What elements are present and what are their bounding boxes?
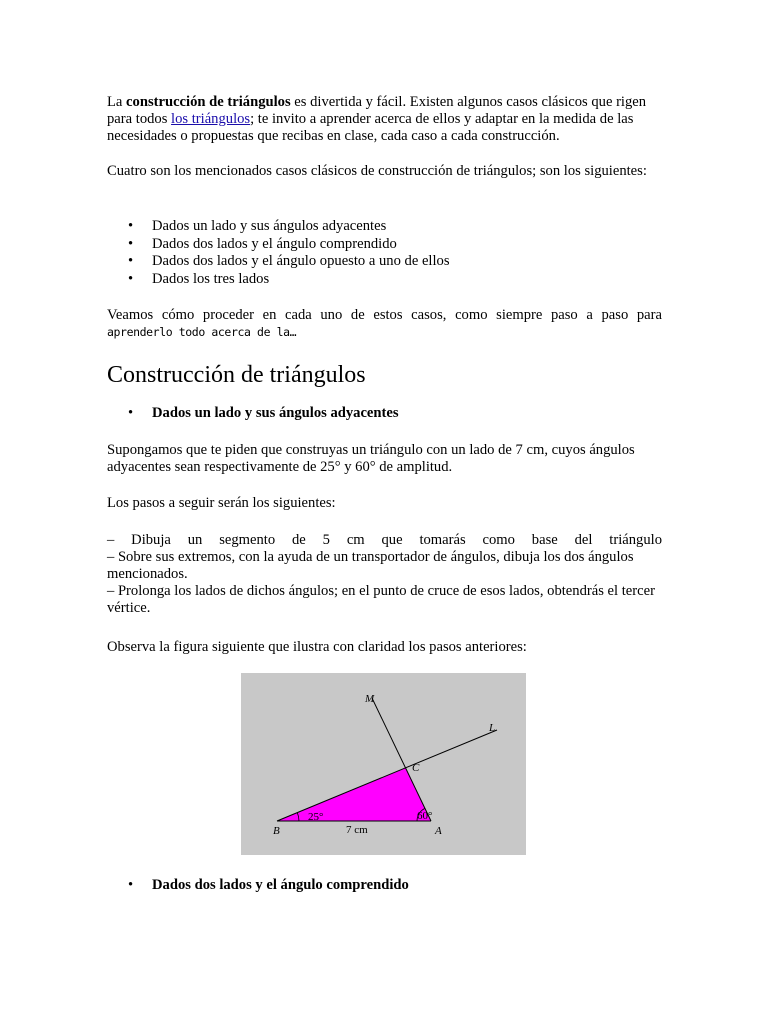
- section-title: Construcción de triángulos: [107, 362, 366, 388]
- intro-text-end: ; te invito a aprender acerca de ellos y adaptar en la medida de las necesidades o propuestas que recibas en clase, cada caso a cada construcción.: [107, 111, 634, 144]
- angle-a-label: 60°: [417, 810, 433, 822]
- intro-text-start: La: [107, 94, 127, 110]
- list-item: • Dados dos lados y el ángulo opuesto a uno de ellos: [107, 253, 662, 271]
- label-a: A: [435, 825, 442, 837]
- list-item: • Dados un lado y sus ángulos adyacentes: [107, 218, 662, 236]
- steps-block: [107, 532, 662, 617]
- intro-text-middle: es divertida y fácil. Existen algunos casos clásicos que rigen para todos: [107, 94, 647, 127]
- cases-intro-paragraph: Cuatro son los mencionados casos clásicos de construcción de triángulos; son los siguientes:: [107, 163, 647, 179]
- triangulos-link[interactable]: los triángulos: [171, 111, 251, 127]
- case1-heading: • Dados un lado y sus ángulos adyacentes: [107, 405, 399, 422]
- label-c: C: [412, 762, 420, 774]
- list-item: • Dados dos lados y el ángulo comprendido: [107, 236, 662, 254]
- label-b: B: [273, 825, 280, 837]
- base-length-label: 7 cm: [346, 824, 368, 836]
- figure-background: [241, 673, 526, 855]
- proceed-text: Veamos cómo proceder en cada uno de estos casos, como siempre paso a paso para: [107, 307, 662, 323]
- step-1: – Dibuja un segmento de 5 cm que tomarás como base del triángulo: [107, 532, 662, 548]
- list-item: • Dados los tres lados: [107, 271, 662, 289]
- proceed-truncated-text: aprenderlo todo acerca de la…: [107, 325, 297, 339]
- step-3: – Prolonga los lados de dichos ángulos; en el punto de cruce de esos lados, obtendrás el tercer vértice.: [107, 583, 655, 616]
- step-2: – Sobre sus extremos, con la ayuda de un transportador de ángulos, dibuja los dos ángulos mencionados.: [107, 549, 634, 582]
- proceed-paragraph: [107, 307, 662, 341]
- case1-intro-paragraph: Supongamos que te piden que construyas un triángulo con un lado de 7 cm, cuyos ángulos adyacentes sean respectivamente de 25° y 60° de amplitud.: [107, 442, 635, 475]
- label-m: M: [365, 693, 375, 705]
- label-l: L: [489, 722, 496, 734]
- angle-b-label: 25°: [308, 811, 324, 823]
- triangle-figure: [241, 673, 526, 855]
- case2-heading: • Dados dos lados y el ángulo comprendido: [107, 877, 409, 894]
- steps-intro-paragraph: Los pasos a seguir serán los siguientes:: [107, 495, 336, 511]
- figure-intro-paragraph: Observa la figura siguiente que ilustra con claridad los pasos anteriores:: [107, 639, 527, 655]
- cases-list: [107, 218, 662, 288]
- intro-paragraph: [107, 94, 662, 145]
- intro-bold-term: construcción de triángulos: [126, 94, 291, 110]
